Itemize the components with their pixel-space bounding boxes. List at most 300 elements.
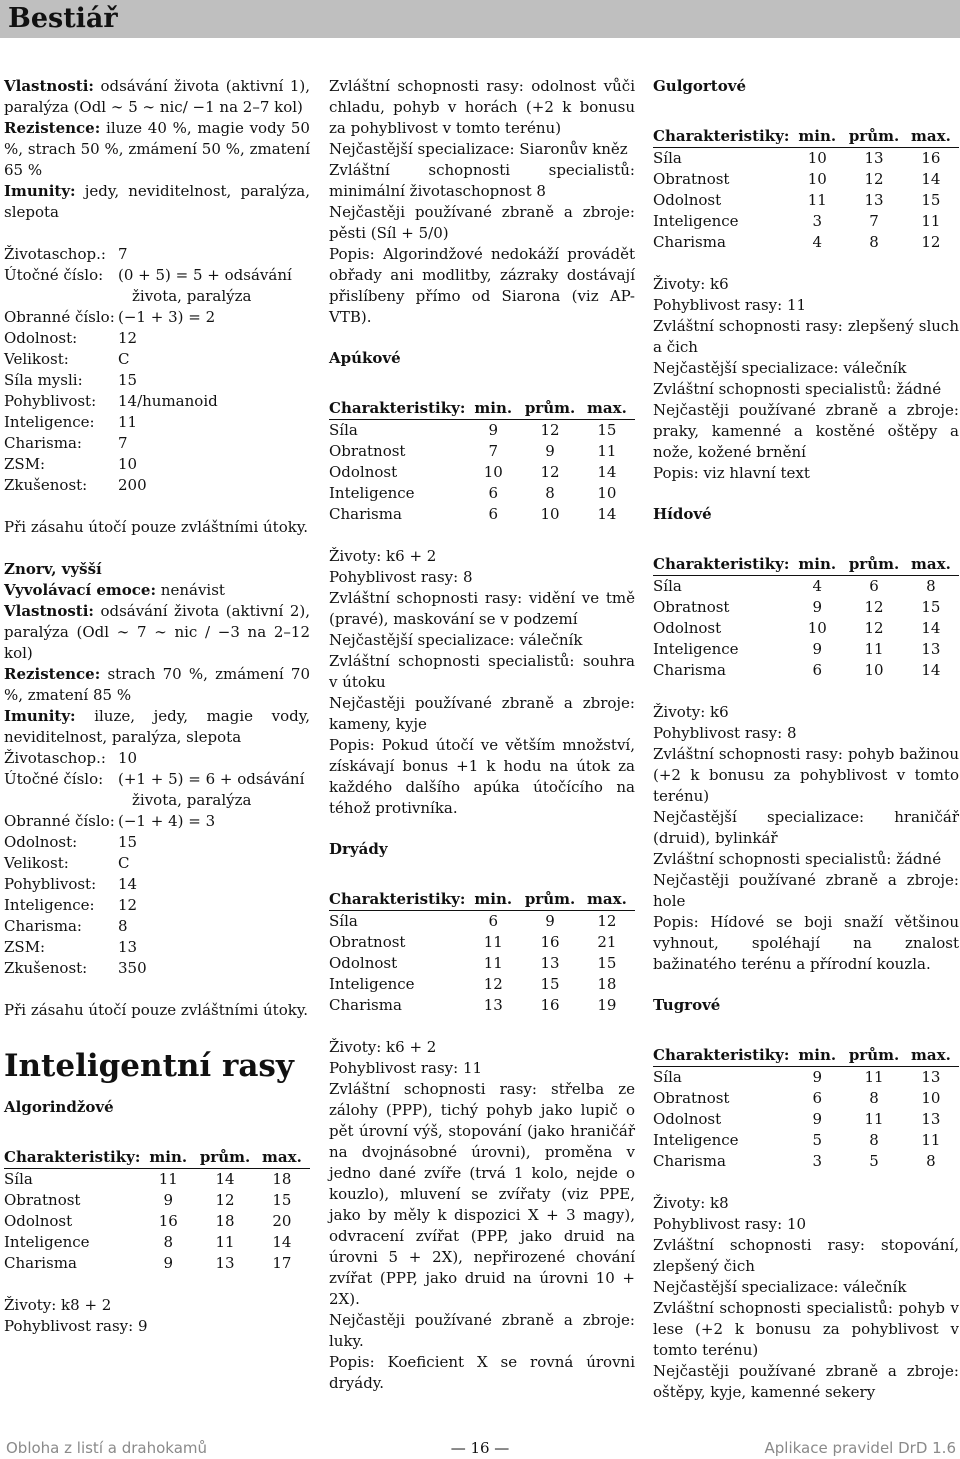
table-header-cell: Charakteristiky: — [653, 126, 789, 148]
table-cell: 14 — [272, 1233, 292, 1251]
stat-label: ZSM: — [4, 938, 46, 956]
table-cell: 10 — [540, 505, 560, 523]
table-cell: 13 — [921, 640, 941, 658]
stat-value: 8 — [118, 917, 128, 935]
table-cell: 10 — [807, 170, 827, 188]
stat-value: 13 — [118, 938, 138, 956]
table-row — [329, 420, 635, 442]
race-info-line: Zvláštní schopnosti rasy: odolnost vůči chladu, pohyb v horách (+2 k bonusu za pohyblivost v tomto terénu) — [329, 77, 635, 137]
race-info-lines — [329, 1037, 635, 1394]
stat-label: ZSM: — [4, 455, 46, 473]
label: Vyvolávací emoce: — [4, 581, 157, 599]
table-cell: 10 — [597, 484, 617, 502]
stat-value: 7 — [118, 434, 128, 452]
table-cell: 12 — [921, 233, 941, 251]
header-band — [0, 0, 960, 38]
stat-continuation: života, paralýza — [132, 287, 252, 305]
table-header-cell: min. — [789, 554, 845, 576]
table-row — [653, 1067, 959, 1089]
table-cell: 4 — [812, 577, 823, 595]
table-cell: 6 — [488, 484, 499, 502]
table-cell: 6 — [869, 577, 879, 595]
race-title: Apúkové — [329, 349, 401, 367]
race-info-line: Pohyblivost rasy: 9 — [4, 1317, 148, 1335]
table-header-cell: min. — [140, 1147, 196, 1169]
stat-value: 15 — [118, 371, 138, 389]
table-cell: 16 — [540, 996, 560, 1014]
table-cell: 11 — [215, 1233, 235, 1251]
race-info-line: Pohyblivost rasy: 11 — [329, 1059, 483, 1077]
race-info-line: Zvláštní schopnosti rasy: zlepšený sluch a čich — [653, 317, 959, 356]
stat-block-1 — [4, 244, 310, 286]
stat-block-2b — [4, 811, 310, 979]
table-header-row — [329, 398, 635, 420]
table-row — [329, 995, 635, 1016]
table-cell: Odolnost — [329, 463, 398, 481]
table-cell: Obratnost — [329, 933, 406, 951]
table-header-cell: min. — [789, 126, 845, 148]
stat-value: 350 — [118, 959, 147, 977]
stat-row — [4, 958, 310, 979]
table-cell: 13 — [864, 149, 884, 167]
stat-row — [4, 748, 310, 769]
race-info-lines — [653, 274, 959, 484]
text: odsávání života (aktivní 1), paralýza (Odl ∼ 5 ∼ nic/ −1 na 2–7 kol) — [4, 77, 310, 116]
table-cell: 13 — [921, 1068, 941, 1086]
race-info-lines — [329, 139, 635, 328]
table-row — [4, 1211, 310, 1232]
table-cell: 18 — [215, 1212, 235, 1230]
emoce-paragraph — [4, 580, 310, 601]
table-cell: 17 — [272, 1254, 292, 1272]
table-row — [653, 232, 959, 253]
table-cell: Inteligence — [329, 484, 415, 502]
table-row — [329, 441, 635, 462]
table-cell: 11 — [483, 954, 503, 972]
table-cell: 16 — [921, 149, 941, 167]
stat-row — [4, 853, 310, 874]
table-cell: 10 — [807, 149, 827, 167]
table-header-cell: min. — [465, 398, 521, 420]
stat-row — [4, 832, 310, 853]
table-cell: 13 — [483, 996, 503, 1014]
race-info-line: Popis: viz hlavní text — [653, 464, 810, 482]
table-cell: Odolnost — [653, 191, 722, 209]
race-info-line: Nejčastěji používané zbraně a zbroje: kameny, kyje — [329, 694, 635, 733]
table-cell: 5 — [812, 1131, 823, 1149]
table-cell: 9 — [163, 1254, 174, 1272]
table-cell: 6 — [812, 661, 823, 679]
stat-row — [4, 328, 310, 349]
race-info-line: Životy: k8 + 2 — [4, 1296, 112, 1314]
table-cell: 15 — [597, 954, 617, 972]
note-special-attacks: Při zásahu útočí pouze zvláštními útoky. — [4, 1001, 309, 1019]
stat-value: (+1 + 5) = 6 + odsávání — [118, 770, 305, 788]
table-row — [4, 1253, 310, 1274]
table-cell: Obratnost — [329, 442, 406, 460]
table-row — [653, 190, 959, 211]
stat-row — [4, 433, 310, 454]
table-cell: 7 — [869, 212, 879, 230]
race-info-lines — [4, 1295, 310, 1337]
table-header-cell: max. — [903, 1045, 959, 1067]
table-header-row — [653, 1045, 959, 1067]
stats-table — [653, 1045, 959, 1172]
stat-row — [4, 475, 310, 496]
table-header-cell: min. — [789, 1045, 845, 1067]
race-info-line: Nejčastěji používané zbraně a zbroje: oštěpy, kyje, kamenné sekery — [653, 1362, 959, 1401]
race-info-line: Zvláštní schopnosti specialistů: pohyb v lese (+2 k bonusu za pohyblivost v tomto terénu) — [653, 1299, 959, 1359]
stat-row — [4, 916, 310, 937]
table-row — [653, 1130, 959, 1151]
label: Vlastnosti: — [4, 602, 94, 620]
page-footer — [0, 1436, 960, 1458]
page-number: — 16 — — [450, 1439, 510, 1457]
table-cell: 14 — [921, 170, 941, 188]
table-cell: Síla — [653, 577, 682, 595]
text: odsávání života (aktivní 2), paralýza (Odl ∼ 7 ∼ nic / −3 na 2–12 kol) — [4, 602, 310, 662]
table-header-cell: max. — [254, 1147, 310, 1169]
race-info-line: Zvláštní schopnosti specialistů: minimální životaschopnost 8 — [329, 161, 635, 200]
stat-label: Síla mysli: — [4, 371, 83, 389]
table-cell: Inteligence — [653, 1131, 739, 1149]
stat-value: 12 — [118, 329, 138, 347]
race-title: Hídové — [653, 505, 712, 523]
race-info-line: Nejčastější specializace: válečník — [653, 359, 907, 377]
stat-label: Odolnost: — [4, 833, 78, 851]
stat-row — [4, 349, 310, 370]
stat-row — [4, 895, 310, 916]
table-cell: 14 — [921, 661, 941, 679]
table-cell: Charisma — [653, 1152, 726, 1170]
table-cell: Odolnost — [653, 619, 722, 637]
table-cell: 4 — [812, 233, 823, 251]
table-cell: 9 — [812, 640, 823, 658]
stat-row — [4, 454, 310, 475]
column-right — [653, 76, 959, 1403]
stat-label: Obranné číslo: — [4, 812, 115, 830]
table-row — [329, 932, 635, 953]
table-cell: 21 — [597, 933, 617, 951]
race-info-line: Zvláštní schopnosti specialistů: žádné — [653, 850, 942, 868]
table-cell: 11 — [807, 191, 827, 209]
table-header-cell: Charakteristiky: — [653, 1045, 789, 1067]
rezistence-paragraph — [4, 118, 310, 181]
stat-value: 10 — [118, 749, 138, 767]
stat-row — [4, 937, 310, 958]
table-cell: 12 — [540, 463, 560, 481]
table-cell: Inteligence — [329, 975, 415, 993]
stat-value: (0 + 5) = 5 + odsávání — [118, 266, 292, 284]
race-info-line: Popis: Algorindžové nedokáží provádět obřady ani modlitby, zázraky dostávají přislíbeny přímo od Siarona (viz AP-VTB). — [329, 245, 635, 326]
stat-label: Inteligence: — [4, 413, 95, 431]
label: Imunity: — [4, 707, 76, 725]
table-cell: Charisma — [329, 505, 402, 523]
race-title: Dryády — [329, 840, 388, 858]
stat-value: 10 — [118, 455, 138, 473]
table-cell: 12 — [864, 170, 884, 188]
stat-value: 14 — [118, 875, 138, 893]
table-cell: 13 — [864, 191, 884, 209]
label: Rezistence: — [4, 665, 101, 683]
stat-value: 14/humanoid — [118, 392, 218, 410]
race-title: Tugrové — [653, 996, 721, 1014]
table-row — [653, 169, 959, 190]
table-header-row — [653, 126, 959, 148]
section-title: Inteligentní rasy — [4, 1048, 294, 1084]
table-cell: 8 — [926, 577, 936, 595]
label: Imunity: — [4, 182, 76, 200]
table-cell: Obratnost — [653, 170, 730, 188]
race-info-line: Pohyblivost rasy: 11 — [653, 296, 807, 314]
table-cell: 18 — [597, 975, 617, 993]
text: iluze, jedy, magie vody, neviditelnost, paralýza, slepota — [4, 707, 310, 746]
table-cell: 8 — [869, 233, 879, 251]
stat-value: 15 — [118, 833, 138, 851]
race-info-line: Popis: Pokud útočí ve větším množství, získávají bonus +1 k hodu na útok za každého dalšího apúka útočícího na téhož protivníka. — [329, 736, 635, 817]
stat-continuation: života, paralýza — [132, 791, 252, 809]
table-cell: Síla — [329, 912, 358, 930]
table-header-cell: max. — [903, 554, 959, 576]
stats-table — [4, 1147, 310, 1274]
column-left — [4, 76, 310, 1337]
footer-book-title: Obloha z listí a drahokamů — [6, 1439, 208, 1457]
stat-label: Útočné číslo: — [4, 770, 104, 788]
table-cell: Síla — [4, 1170, 33, 1188]
table-cell: 14 — [597, 463, 617, 481]
table-cell: 9 — [163, 1191, 174, 1209]
text: nenávist — [160, 581, 225, 599]
stats-table — [329, 398, 635, 525]
stat-label: Pohyblivost: — [4, 392, 97, 410]
table-cell: 3 — [812, 212, 823, 230]
table-cell: 13 — [540, 954, 560, 972]
stat-value: (−1 + 4) = 3 — [118, 812, 216, 830]
table-cell: 10 — [483, 463, 503, 481]
stat-value: 7 — [118, 245, 128, 263]
stat-row — [4, 307, 310, 328]
stat-value: 200 — [118, 476, 147, 494]
table-header-cell: max. — [579, 889, 635, 911]
table-cell: 19 — [597, 996, 617, 1014]
stats-table — [329, 889, 635, 1016]
table-cell: 20 — [272, 1212, 292, 1230]
table-cell: 9 — [545, 442, 555, 460]
rezistence-paragraph — [4, 664, 310, 706]
stat-label: Životaschop.: — [4, 245, 106, 263]
table-cell: 15 — [540, 975, 560, 993]
table-cell: 8 — [869, 1131, 879, 1149]
stat-value: 12 — [118, 896, 138, 914]
race-title: Algorindžové — [4, 1098, 114, 1116]
stats-table — [653, 126, 959, 253]
race-info-line: Životy: k6 — [653, 275, 729, 293]
table-cell: Inteligence — [653, 640, 739, 658]
table-row — [329, 953, 635, 974]
table-cell: 11 — [597, 442, 617, 460]
stat-label: Inteligence: — [4, 896, 95, 914]
table-cell: 9 — [812, 1068, 823, 1086]
table-cell: 9 — [488, 421, 499, 439]
table-header-cell: prům. — [521, 398, 579, 420]
table-cell: Charisma — [4, 1254, 77, 1272]
table-cell: 10 — [864, 661, 884, 679]
table-cell: Obratnost — [4, 1191, 81, 1209]
table-cell: Obratnost — [653, 598, 730, 616]
table-cell: 11 — [921, 1131, 941, 1149]
footer-series-title: Aplikace pravidel DrD 1.6 — [764, 1439, 956, 1457]
table-row — [653, 618, 959, 639]
label: Vlastnosti: — [4, 77, 94, 95]
stat-label: Obranné číslo: — [4, 308, 115, 326]
stat-label: Charisma: — [4, 917, 82, 935]
stat-row — [4, 265, 310, 286]
note-special-attacks: Při zásahu útočí pouze zvláštními útoky. — [4, 518, 309, 536]
race-info-line: Nejčastější specializace: Siaronův kněz — [329, 140, 628, 158]
vlastnosti-paragraph — [4, 76, 310, 118]
race-info-line: Popis: Koeficient X se rovná úrovni dryády. — [329, 1353, 635, 1392]
table-cell: 11 — [483, 933, 503, 951]
race-info-line: Životy: k6 + 2 — [329, 547, 437, 565]
table-header-cell: Charakteristiky: — [653, 554, 789, 576]
column-middle — [329, 76, 635, 1394]
table-row — [653, 1109, 959, 1130]
table-row — [653, 597, 959, 618]
table-cell: 8 — [926, 1152, 936, 1170]
table-cell: 12 — [215, 1191, 235, 1209]
table-cell: 11 — [921, 212, 941, 230]
table-header-cell: Charakteristiky: — [329, 398, 465, 420]
vlastnosti-paragraph — [4, 601, 310, 664]
table-cell: Charisma — [653, 661, 726, 679]
table-cell: 5 — [869, 1152, 879, 1170]
table-row — [653, 660, 959, 681]
stat-label: Charisma: — [4, 434, 82, 452]
table-cell: 12 — [540, 421, 560, 439]
table-cell: 6 — [488, 505, 499, 523]
table-header-cell: Charakteristiky: — [4, 1147, 140, 1169]
stat-row — [4, 412, 310, 433]
table-cell: Odolnost — [653, 1110, 722, 1128]
table-cell: Odolnost — [329, 954, 398, 972]
table-row — [4, 1169, 310, 1191]
race-info-line: Životy: k6 — [653, 703, 729, 721]
table-header-row — [329, 889, 635, 911]
text: iluze 40 %, magie vody 50 %, strach 50 %, zmámení 50 %, zmatení 65 % — [4, 119, 310, 179]
table-cell: Síla — [653, 149, 682, 167]
stat-value: C — [118, 350, 130, 368]
race-info-line: Nejčastější specializace: válečník — [329, 631, 583, 649]
stat-block-1b — [4, 307, 310, 496]
stat-label: Odolnost: — [4, 329, 78, 347]
table-cell: 12 — [864, 598, 884, 616]
table-cell: Charisma — [329, 996, 402, 1014]
table-cell: 9 — [812, 598, 823, 616]
stat-row — [4, 391, 310, 412]
table-row — [653, 1088, 959, 1109]
table-cell: 11 — [864, 1068, 884, 1086]
race-info-line: Zvláštní schopnosti rasy: pohyb bažinou (+2 k bonusu za pohyblivost v tomto terénu) — [653, 745, 959, 805]
race-info-line: Pohyblivost rasy: 8 — [653, 724, 797, 742]
table-header-cell: min. — [465, 889, 521, 911]
stat-label: Útočné číslo: — [4, 266, 104, 284]
table-cell: 18 — [272, 1170, 292, 1188]
table-row — [653, 1151, 959, 1172]
table-cell: 15 — [921, 191, 941, 209]
table-row — [653, 211, 959, 232]
race-info-line: Zvláštní schopnosti specialistů: žádné — [653, 380, 942, 398]
text: strach 70 %, zmámení 70 %, zmatení 85 % — [4, 665, 310, 704]
table-row — [4, 1190, 310, 1211]
stat-label: Velikost: — [4, 854, 69, 872]
table-row — [329, 911, 635, 933]
stat-label: Životaschop.: — [4, 749, 106, 767]
race-info-line: Nejčastější specializace: hraničář (druid), bylinkář — [653, 808, 959, 847]
table-row — [329, 504, 635, 525]
table-cell: Síla — [329, 421, 358, 439]
table-cell: 10 — [921, 1089, 941, 1107]
stat-row — [4, 244, 310, 265]
table-header-row — [4, 1147, 310, 1169]
stats-table — [653, 554, 959, 681]
table-cell: 8 — [163, 1233, 174, 1251]
table-header-cell: prům. — [845, 1045, 903, 1067]
table-cell: Charisma — [653, 233, 726, 251]
table-cell: 12 — [597, 912, 617, 930]
race-title: Gulgortové — [653, 77, 747, 95]
stat-value: C — [118, 854, 130, 872]
stat-label: Velikost: — [4, 350, 69, 368]
race-info-line: Životy: k6 + 2 — [329, 1038, 437, 1056]
race-info-line: Zvláštní schopnosti rasy: stopování, zlepšený čich — [653, 1236, 959, 1275]
table-row — [4, 1232, 310, 1253]
table-header-cell: prům. — [521, 889, 579, 911]
stat-label: Zkušenost: — [4, 959, 88, 977]
table-cell: 3 — [812, 1152, 823, 1170]
race-info-line: Popis: Hídové se boji snaží většinou vyhnout, spoléhají na znalost bažinatého terénu a přírodní kouzla. — [653, 913, 959, 973]
table-cell: Odolnost — [4, 1212, 73, 1230]
stat-value: 11 — [118, 413, 138, 431]
table-header-cell: max. — [903, 126, 959, 148]
table-header-cell: prům. — [196, 1147, 254, 1169]
table-cell: 9 — [545, 912, 555, 930]
table-header-cell: max. — [579, 398, 635, 420]
table-cell: 11 — [864, 640, 884, 658]
table-cell: 13 — [921, 1110, 941, 1128]
table-cell: 11 — [864, 1110, 884, 1128]
stat-row — [4, 874, 310, 895]
table-cell: 12 — [483, 975, 503, 993]
label: Rezistence: — [4, 119, 101, 137]
table-cell: Obratnost — [653, 1089, 730, 1107]
table-row — [653, 148, 959, 170]
table-header-cell: prům. — [845, 126, 903, 148]
stat-row — [4, 370, 310, 391]
table-cell: 7 — [488, 442, 499, 460]
stat-row — [4, 811, 310, 832]
table-cell: 15 — [272, 1191, 292, 1209]
race-info-line: Nejčastěji používané zbraně a zbroje: praky, kamenné a kostěné oštěpy a nože, kožené brnění — [653, 401, 959, 461]
table-cell: 15 — [597, 421, 617, 439]
table-cell: 6 — [812, 1089, 823, 1107]
table-cell: 15 — [921, 598, 941, 616]
table-cell: 8 — [869, 1089, 879, 1107]
table-cell: Inteligence — [653, 212, 739, 230]
imunity-paragraph — [4, 181, 310, 223]
race-info-line: Nejčastější specializace: válečník — [653, 1278, 907, 1296]
race-info-line: Nejčastěji používané zbraně a zbroje: pěsti (Síl + 5/0) — [329, 203, 635, 242]
race-info-line: Nejčastěji používané zbraně a zbroje: hole — [653, 871, 959, 910]
